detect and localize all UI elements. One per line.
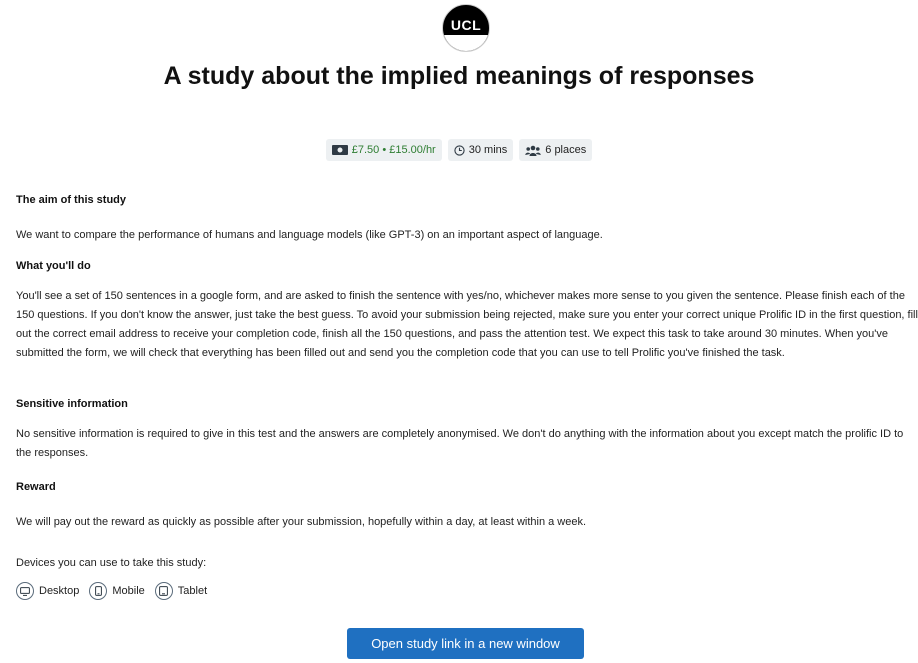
study-badges [0, 139, 918, 161]
device-tablet [155, 582, 207, 600]
devices-label: Devices you can use to take this study: [16, 557, 207, 569]
tablet-icon [155, 582, 173, 600]
sensitive-body: No sensitive information is required to give in this test and the answers are completely anonymised. We don't do anything with the information about you except match the prolific ID to the responses. [16, 428, 904, 459]
device-list [16, 582, 207, 600]
open-study-link-button[interactable]: Open study link in a new window [347, 628, 584, 659]
logo-text: UCL [450, 17, 482, 33]
reward-body: We will pay out the reward as quickly as possible after your submission, hopefully within a day, at least within a week. [16, 516, 587, 528]
what-heading: What you'll do [16, 260, 91, 272]
clock-icon [454, 145, 465, 156]
reward-text: £7.50 • £15.00/hr [351, 144, 436, 156]
people-icon [525, 145, 541, 156]
mobile-label: Mobile [112, 585, 145, 597]
duration-text: 30 mins [468, 144, 508, 156]
ucl-logo [442, 4, 490, 52]
duration-badge [448, 139, 514, 161]
reward-badge [326, 139, 442, 161]
aim-body: We want to compare the performance of humans and language models (like GPT-3) on an important aspect of language. [16, 229, 603, 241]
money-icon [332, 145, 348, 155]
mobile-icon [89, 582, 107, 600]
desktop-icon [16, 582, 34, 600]
sensitive-heading: Sensitive information [16, 398, 128, 410]
desktop-label: Desktop [39, 585, 80, 597]
places-badge [519, 139, 592, 161]
places-text: 6 places [545, 144, 587, 156]
what-body: You'll see a set of 150 sentences in a google form, and are asked to finish the sentence with yes/no, whichever makes more sense to you given the sentence. Please finish each of the 150 questions. If you don't know the answer, just take the best guess. To avoid your submission being rejected, make sure you enter your correct unique Prolific ID in the first question, fill out the correct email address to receive your completion code, finish all the 150 questions, and pass the attention test. We expect this task to take around 30 minutes. When you've submitted the form, we will check that everything has been filled out and send you the completion code that you can use to tell Prolific you've finished the task. [16, 290, 918, 359]
tablet-label: Tablet [177, 585, 208, 597]
device-desktop [16, 582, 79, 600]
device-mobile [89, 582, 144, 600]
study-title: A study about the implied meanings of responses [163, 62, 755, 90]
reward-heading: Reward [16, 481, 56, 493]
aim-heading: The aim of this study [16, 194, 127, 206]
